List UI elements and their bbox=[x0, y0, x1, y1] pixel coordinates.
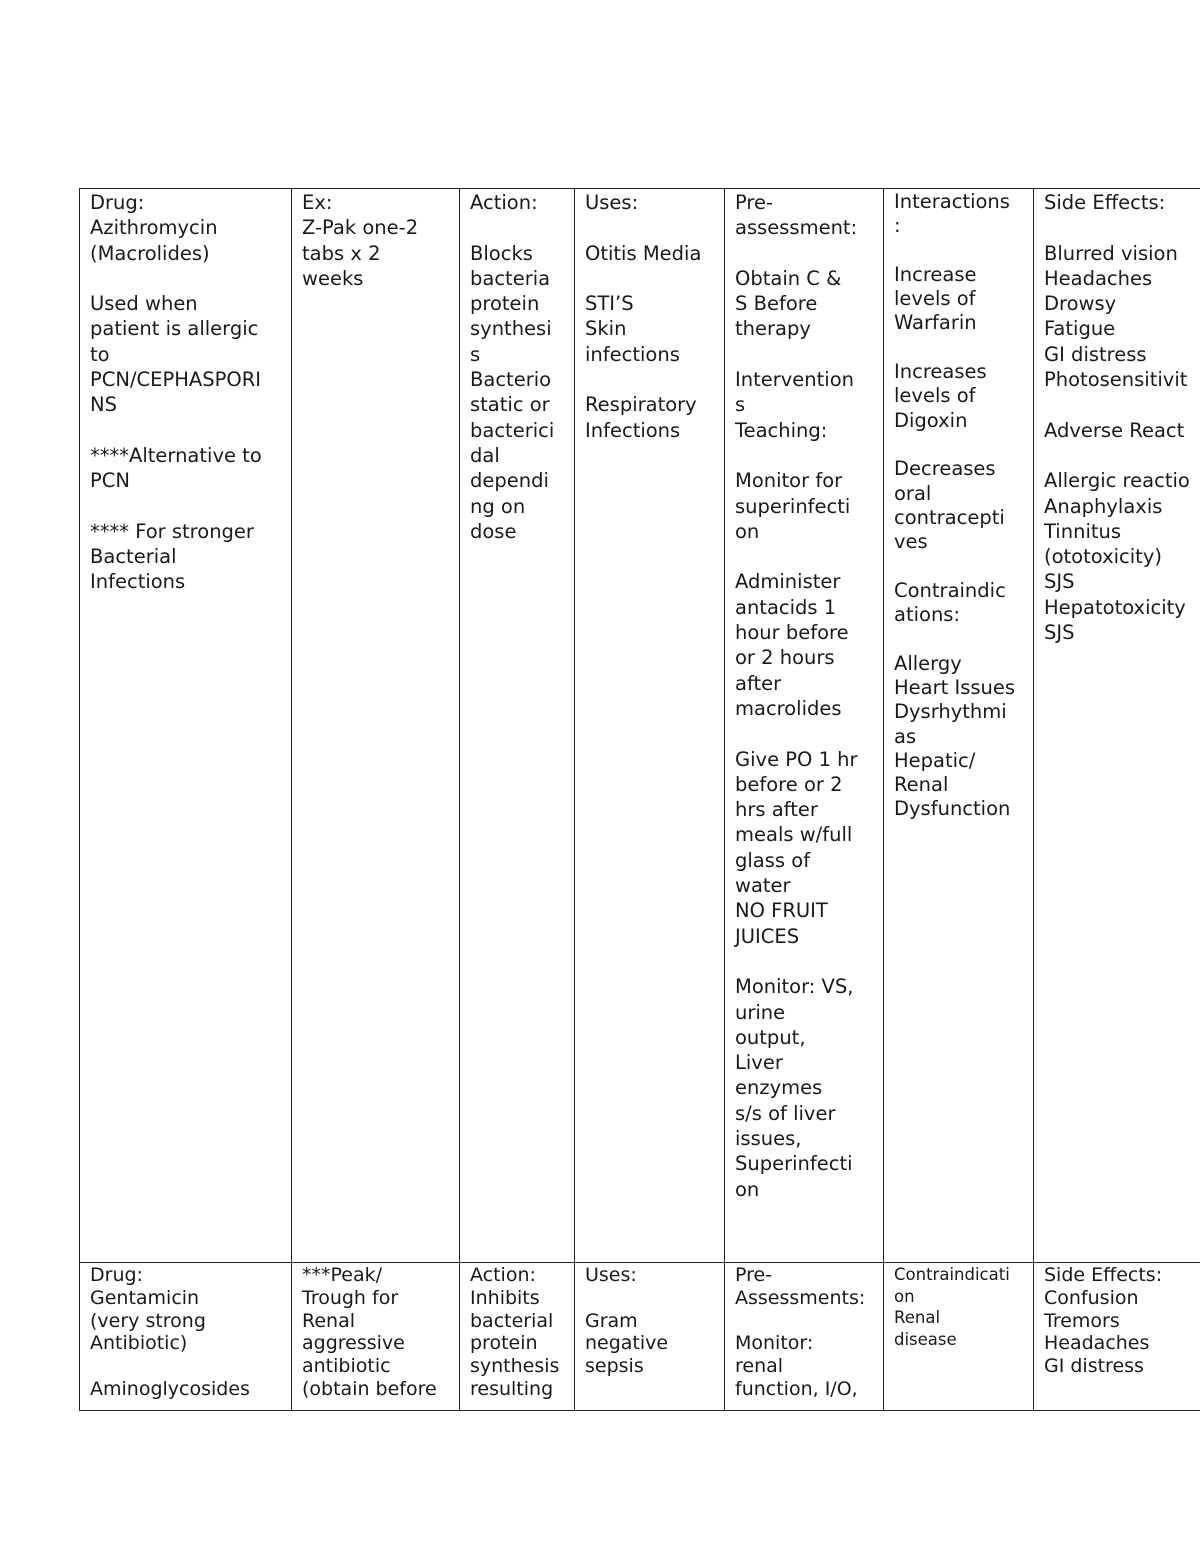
action-cell: Action: Blocks bacteria protein synthesi s Bacterio static or bacterici dal dependi ng on dose bbox=[459, 189, 574, 1263]
drug-cell: Drug: Azithromycin (Macrolides) Used when patient is allergic to PCN/CEPHASPORI NS ****Alternative to PCN **** For stronger Bacterial Infections bbox=[79, 189, 291, 1263]
uses-cell: Uses: Otitis Media STI’S Skin infections Respiratory Infections bbox=[574, 189, 724, 1263]
side-effects-cell: Side Effects: Confusion Tremors Headaches GI distress bbox=[1033, 1263, 1200, 1410]
example-cell: Ex: Z-Pak one-2 tabs x 2 weeks bbox=[291, 189, 459, 1263]
preassessment-cell: Pre- assessment: Obtain C & S Before therapy Intervention s Teaching: Monitor for superinfecti on Administer antacids 1 hour before or 2 hours after macrolides Give PO 1 hr before or 2 hrs after meals w/full glass of water NO FRUIT JUICES Monitor: VS, urine output, Liver enzymes s/s of liver issues, Superinfecti on bbox=[724, 189, 883, 1263]
uses-cell: Uses: Gram negative sepsis bbox=[574, 1263, 724, 1410]
preassessment-cell: Pre- Assessments: Monitor: renal function, I/O, bbox=[724, 1263, 883, 1410]
interactions-cell: Interactions : Increase levels of Warfarin Increases levels of Digoxin Decreases oral contracepti ves Contraindic ations: Allergy Heart Issues Dysrhythmi as Hepatic/ Renal Dysfunction bbox=[883, 189, 1033, 1263]
table-row-azithromycin bbox=[79, 188, 1200, 1263]
side-effects-cell: Side Effects: Blurred vision Headaches Drowsy Fatigue GI distress Photosensitivit Adverse React Allergic reactio Anaphylaxis Tinnitus (ototoxicity) SJS Hepatotoxicity SJS bbox=[1033, 189, 1200, 1263]
action-cell: Action: Inhibits bacterial protein synthesis resulting bbox=[459, 1263, 574, 1410]
example-cell: ***Peak/ Trough for Renal aggressive antibiotic (obtain before bbox=[291, 1263, 459, 1410]
interactions-cell: Contraindicati on Renal disease bbox=[883, 1263, 1033, 1410]
table-row-gentamicin bbox=[79, 1262, 1200, 1411]
drug-cell: Drug: Gentamicin (very strong Antibiotic) Aminoglycosides bbox=[79, 1263, 291, 1410]
